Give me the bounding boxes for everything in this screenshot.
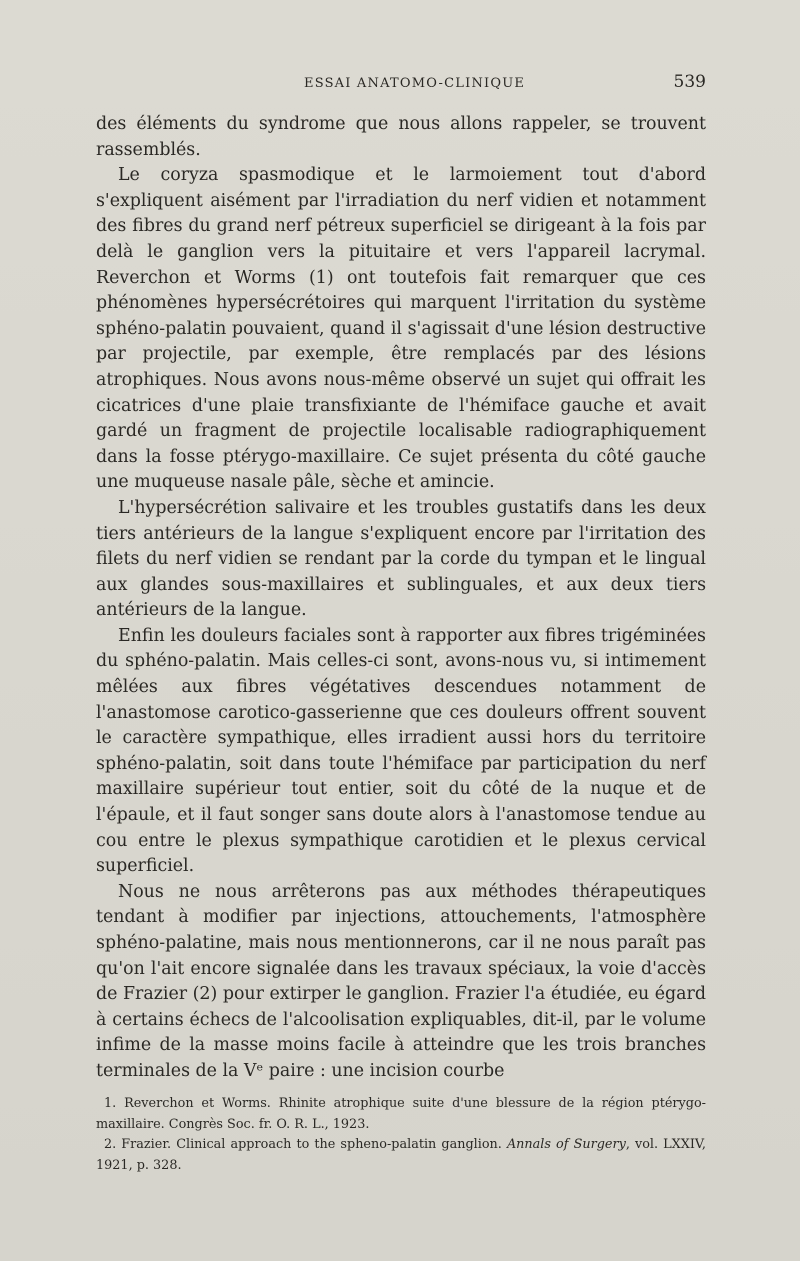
footnote-1: 1. Reverchon et Worms. Rhinite atrophique suite d'une blessure de la région ptérygo-maxillaire. Congrès Soc. fr. O. R. L., 1923. — [96, 1096, 706, 1132]
paragraph-frazier: Nous ne nous arrêterons pas aux méthodes thérapeutiques tendant à modifier par injections, attouchements, l'atmosphère sphéno-palatine, mais nous mentionnerons, car il ne nous paraît pas qu'on l'ait encore signalée dans les travaux spéciaux, la voie d'accès de Frazier (2) pour extirper le ganglion. Frazier l'a étudiée, eu égard à certains échecs de l'alcoolisation expliquables, dit-il, par le volume infime de la masse moins facile à atteindre que les trois branches terminales de la Vᵉ paire : une incision courbe — [96, 881, 706, 1081]
footnote-2 — [96, 1135, 706, 1176]
running-head — [96, 70, 706, 96]
body-text — [96, 112, 706, 1085]
footnote-2-lead: 2. Frazier. Clinical approach to the spheno-palatin ganglion. — [104, 1137, 507, 1152]
footnote-2-journal: Annals of Surgery — [506, 1137, 626, 1152]
paragraph-douleurs: Enfin les douleurs faciales sont à rapporter aux fibres trigéminées du sphéno-palatin. Mais celles-ci sont, avons-nous vu, si intimement mêlées aux fibres végétatives descendues notamment de l'anastomose carotico-gasserienne que ces douleurs offrent souvent le caractère sympathique, elles irradient aussi hors du territoire sphéno-palatin, soit dans toute l'hémiface par participation du nerf maxillaire supérieur tout entier, soit du côté de la nuque et de l'épaule, et il faut songer sans doute alors à l'anastomose tendue au cou entre le plexus sympathique carotidien et le plexus cervical superficiel. — [96, 625, 706, 877]
footnotes — [96, 1094, 706, 1176]
page-number: 539 — [673, 72, 706, 92]
paragraph-continuation: des éléments du syndrome que nous allons rappeler, se trouvent rassemblés. — [96, 114, 706, 160]
paragraph-coryza: Le coryza spasmodique et le larmoiement tout d'abord s'expliquent aisément par l'irradiation du nerf vidien et notamment des fibres du grand nerf pétreux superficiel se dirigeant à la fois par delà le ganglion vers la pituitaire et vers l'appareil lacrymal. Reverchon et Worms (1) ont toutefois fait remarquer que ces phénomènes hypersécrétoires qui marquent l'irritation du système sphéno-palatin pouvaient, quand il s'agissait d'une lésion destructive par projectile, par exemple, être remplacés par des lésions atrophiques. Nous avons nous-même observé un sujet qui offrait les cicatrices d'une plaie transfixiante de l'hémiface gauche et avait gardé un fragment de projectile localisable radiographiquement dans la fosse ptérygo-maxillaire. Ce sujet présenta du côté gauche une muqueuse nasale pâle, sèche et amincie. — [96, 165, 706, 493]
running-head-title: ESSAI ANATOMO-CLINIQUE — [304, 76, 526, 91]
footnote-2-tail: , vol. LXXIV, 1921, p. 328. — [96, 1137, 706, 1173]
paragraph-hypersecretion: L'hypersécrétion salivaire et les troubles gustatifs dans les deux tiers antérieurs de la langue s'expliquent encore par l'irritation des filets du nerf vidien se rendant par la corde du tympan et le lingual aux glandes sous-maxillaires et sublinguales, et aux deux tiers antérieurs de la langue. — [96, 497, 706, 621]
